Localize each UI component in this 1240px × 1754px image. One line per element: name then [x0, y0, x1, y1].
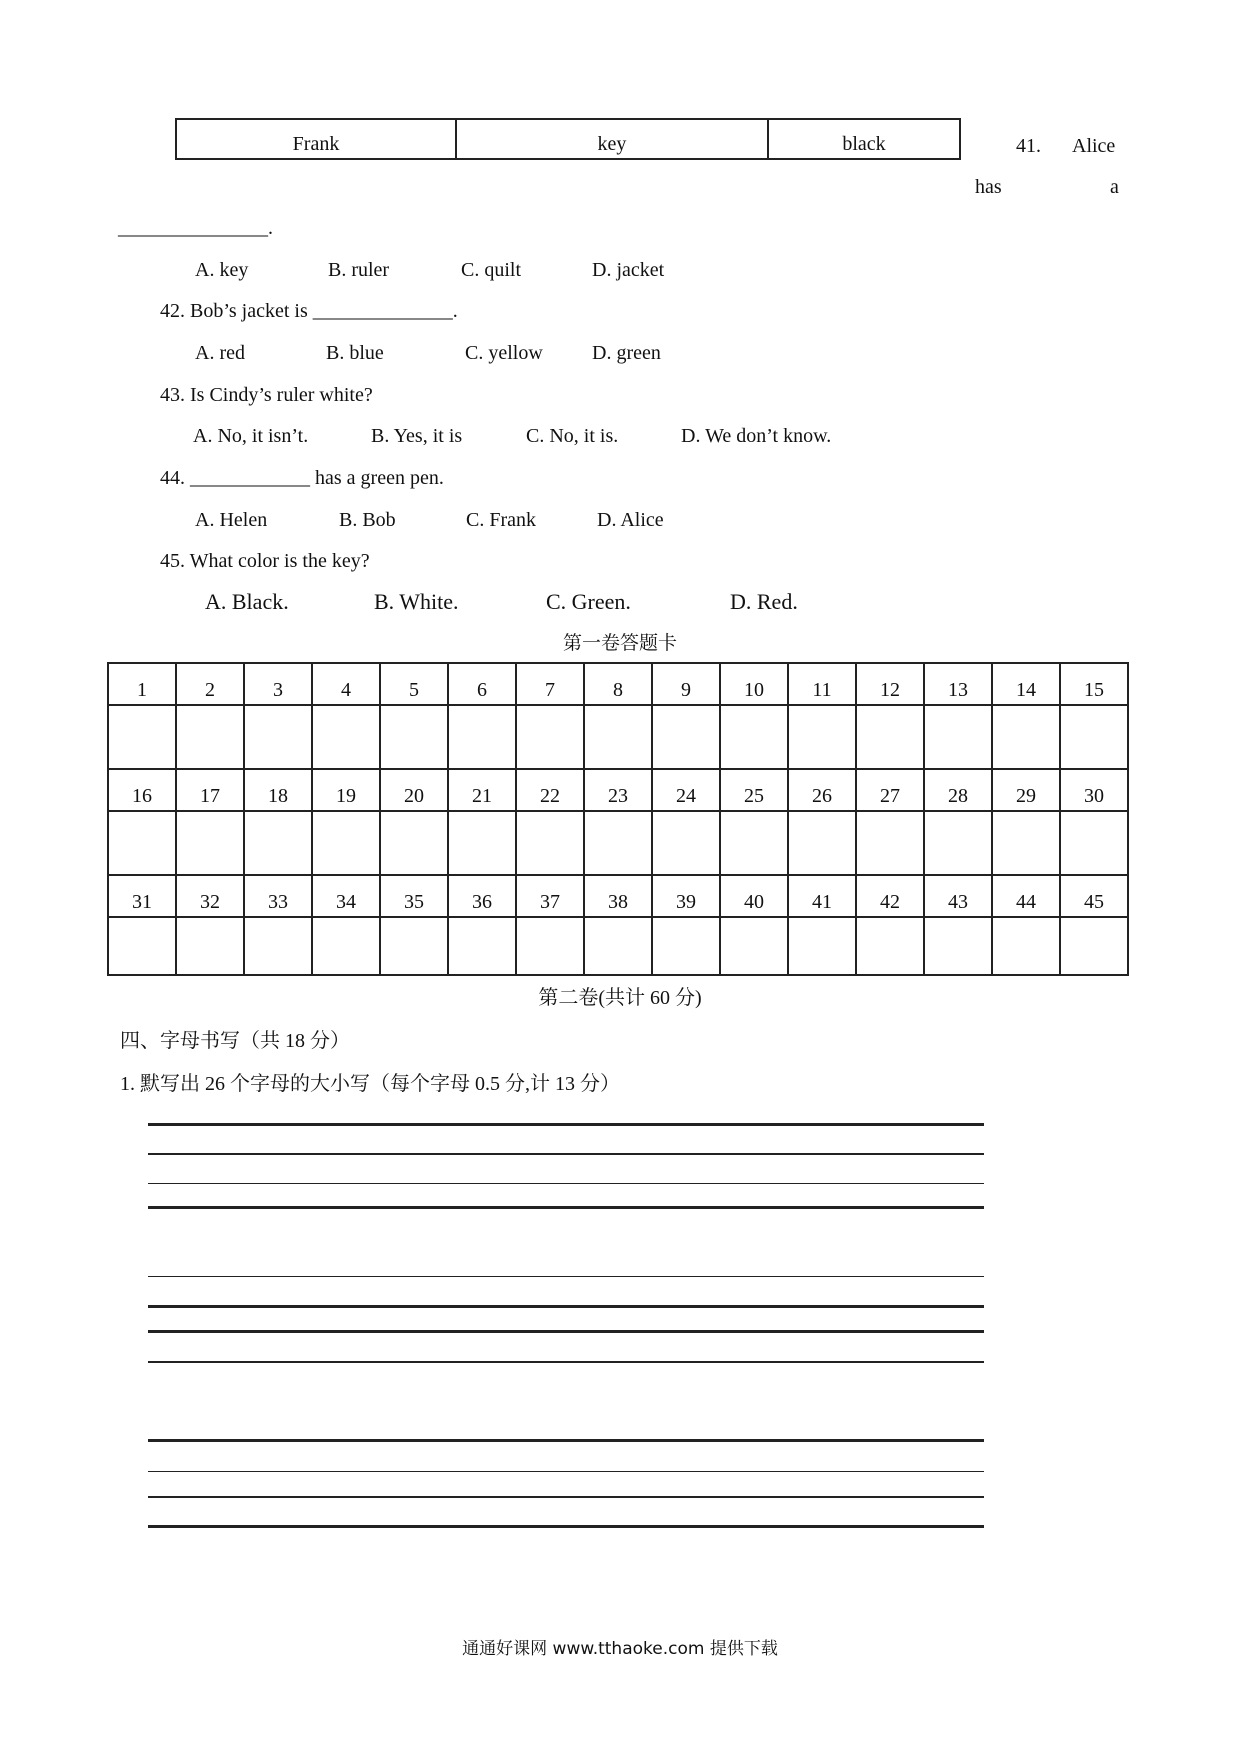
answer-number: 14	[992, 663, 1060, 705]
footer-text: 通通好课网 www.tthaoke.com 提供下载	[462, 1639, 778, 1659]
answer-number: 31	[108, 875, 176, 917]
writing-line[interactable]	[148, 1525, 984, 1528]
answer-number: 15	[1060, 663, 1128, 705]
info-name-cell: Frank	[176, 119, 456, 159]
q45-option-d: D. Red.	[730, 589, 798, 614]
answer-number: 36	[448, 875, 516, 917]
writing-line[interactable]	[148, 1305, 984, 1308]
part2-title: 第二卷(共计 60 分)	[538, 987, 702, 1009]
writing-line[interactable]	[148, 1496, 984, 1498]
answer-row-numbers	[108, 663, 1128, 705]
answer-blank-cell[interactable]	[108, 917, 176, 975]
q41-word-alice: Alice	[1072, 135, 1116, 157]
writing-line[interactable]	[148, 1183, 984, 1184]
q41-number: 41.	[1016, 135, 1041, 157]
answer-number: 43	[924, 875, 992, 917]
answer-number: 9	[652, 663, 720, 705]
answer-blank-cell[interactable]	[992, 917, 1060, 975]
answer-number: 19	[312, 769, 380, 811]
answer-blank-cell[interactable]	[788, 705, 856, 769]
answer-blank-cell[interactable]	[448, 705, 516, 769]
answer-blank-cell[interactable]	[516, 917, 584, 975]
answer-number: 22	[516, 769, 584, 811]
answer-blank-cell[interactable]	[856, 917, 924, 975]
q45-option-b: B. White.	[374, 589, 459, 614]
answer-number: 34	[312, 875, 380, 917]
answer-blank-cell[interactable]	[584, 705, 652, 769]
answer-number: 28	[924, 769, 992, 811]
q42-option-c: C. yellow	[465, 342, 543, 364]
q43-stem: 43. Is Cindy’s ruler white?	[160, 384, 373, 406]
q44-option-a: A. Helen	[195, 509, 268, 531]
answer-blank-cell[interactable]	[244, 811, 312, 875]
answer-blank-cell[interactable]	[1060, 811, 1128, 875]
writing-line[interactable]	[148, 1330, 984, 1333]
answer-number: 42	[856, 875, 924, 917]
answer-blank-cell[interactable]	[856, 811, 924, 875]
answer-number: 17	[176, 769, 244, 811]
writing-line[interactable]	[148, 1206, 984, 1209]
answer-number: 23	[584, 769, 652, 811]
answer-blank-cell[interactable]	[380, 705, 448, 769]
answer-number: 12	[856, 663, 924, 705]
info-item-cell: key	[456, 119, 768, 159]
answer-number: 18	[244, 769, 312, 811]
answer-number: 29	[992, 769, 1060, 811]
answer-blank-cell[interactable]	[516, 811, 584, 875]
answer-blank-cell[interactable]	[244, 917, 312, 975]
answer-number: 32	[176, 875, 244, 917]
q41-option-d: D. jacket	[592, 259, 665, 281]
answer-number: 37	[516, 875, 584, 917]
q44-option-c: C. Frank	[466, 509, 536, 531]
answer-row-blanks	[108, 705, 1128, 769]
answer-blank-cell[interactable]	[244, 705, 312, 769]
answer-blank-cell[interactable]	[924, 917, 992, 975]
q42-option-b: B. blue	[326, 342, 384, 364]
answer-blank-cell[interactable]	[1060, 917, 1128, 975]
answer-blank-cell[interactable]	[720, 811, 788, 875]
q43-option-b: B. Yes, it is	[371, 425, 463, 447]
answer-blank-cell[interactable]	[856, 705, 924, 769]
answer-row-blanks	[108, 917, 1128, 975]
answer-blank-cell[interactable]	[992, 811, 1060, 875]
answer-blank-cell[interactable]	[108, 705, 176, 769]
answer-blank-cell[interactable]	[448, 811, 516, 875]
answer-blank-cell[interactable]	[312, 705, 380, 769]
answer-number: 27	[856, 769, 924, 811]
section4-heading: 四、字母书写（共 18 分）	[120, 1030, 350, 1052]
section4-item1: 1. 默写出 26 个字母的大小写（每个字母 0.5 分,计 13 分）	[120, 1073, 620, 1095]
answer-blank-cell[interactable]	[652, 917, 720, 975]
writing-line[interactable]	[148, 1471, 984, 1472]
answer-number: 20	[380, 769, 448, 811]
answer-number: 41	[788, 875, 856, 917]
answer-number: 38	[584, 875, 652, 917]
info-table-row	[176, 119, 960, 159]
answer-blank-cell[interactable]	[924, 811, 992, 875]
answer-number: 25	[720, 769, 788, 811]
answer-number: 16	[108, 769, 176, 811]
answer-row-numbers	[108, 769, 1128, 811]
q41-option-b: B. ruler	[328, 259, 390, 281]
q41-blank: _______________.	[118, 217, 273, 239]
answer-card-title: 第一卷答题卡	[562, 633, 677, 654]
answer-number: 39	[652, 875, 720, 917]
answer-number: 26	[788, 769, 856, 811]
info-color-cell: black	[768, 119, 960, 159]
q41-option-a: A. key	[195, 259, 249, 281]
q41-option-c: C. quilt	[461, 259, 522, 281]
answer-number: 44	[992, 875, 1060, 917]
answer-number: 24	[652, 769, 720, 811]
q44-option-b: B. Bob	[339, 509, 396, 531]
answer-blank-cell[interactable]	[380, 917, 448, 975]
answer-blank-cell[interactable]	[720, 705, 788, 769]
answer-blank-cell[interactable]	[176, 917, 244, 975]
answer-blank-cell[interactable]	[448, 917, 516, 975]
answer-blank-cell[interactable]	[312, 811, 380, 875]
q42-option-a: A. red	[195, 342, 245, 364]
answer-number: 6	[448, 663, 516, 705]
answer-blank-cell[interactable]	[176, 811, 244, 875]
writing-line[interactable]	[148, 1153, 984, 1155]
answer-number: 33	[244, 875, 312, 917]
writing-line[interactable]	[148, 1276, 984, 1277]
q42-option-d: D. green	[592, 342, 661, 364]
answer-blank-cell[interactable]	[924, 705, 992, 769]
answer-number: 2	[176, 663, 244, 705]
answer-number: 10	[720, 663, 788, 705]
answer-blank-cell[interactable]	[992, 705, 1060, 769]
answer-blank-cell[interactable]	[108, 811, 176, 875]
q41-word-a: a	[1110, 176, 1119, 198]
answer-number: 5	[380, 663, 448, 705]
answer-blank-cell[interactable]	[380, 811, 448, 875]
answer-number: 1	[108, 663, 176, 705]
answer-blank-cell[interactable]	[312, 917, 380, 975]
answer-row-numbers	[108, 875, 1128, 917]
answer-card-grid	[107, 662, 1129, 976]
q43-option-a: A. No, it isn’t.	[193, 425, 309, 447]
answer-blank-cell[interactable]	[652, 811, 720, 875]
answer-number: 4	[312, 663, 380, 705]
q45-option-c: C. Green.	[546, 589, 631, 614]
answer-blank-cell[interactable]	[584, 811, 652, 875]
q41-word-has: has	[975, 176, 1002, 198]
q43-option-d: D. We don’t know.	[681, 425, 832, 447]
answer-number: 35	[380, 875, 448, 917]
answer-blank-cell[interactable]	[788, 917, 856, 975]
answer-blank-cell[interactable]	[1060, 705, 1128, 769]
answer-number: 30	[1060, 769, 1128, 811]
answer-blank-cell[interactable]	[516, 705, 584, 769]
q44-option-d: D. Alice	[597, 509, 664, 531]
answer-number: 40	[720, 875, 788, 917]
answer-number: 3	[244, 663, 312, 705]
q45-stem: 45. What color is the key?	[160, 550, 370, 572]
answer-row-blanks	[108, 811, 1128, 875]
q42-stem: 42. Bob’s jacket is ______________.	[160, 300, 458, 322]
answer-number: 7	[516, 663, 584, 705]
q45-option-a: A. Black.	[205, 589, 289, 614]
answer-blank-cell[interactable]	[584, 917, 652, 975]
answer-blank-cell[interactable]	[652, 705, 720, 769]
writing-line[interactable]	[148, 1439, 984, 1442]
writing-line[interactable]	[148, 1361, 984, 1363]
answer-number: 21	[448, 769, 516, 811]
answer-blank-cell[interactable]	[176, 705, 244, 769]
answer-number: 13	[924, 663, 992, 705]
writing-line[interactable]	[148, 1123, 984, 1126]
answer-blank-cell[interactable]	[720, 917, 788, 975]
answer-blank-cell[interactable]	[788, 811, 856, 875]
q43-option-c: C. No, it is.	[526, 425, 619, 447]
q44-stem: 44. ____________ has a green pen.	[160, 467, 444, 489]
answer-number: 8	[584, 663, 652, 705]
answer-number: 11	[788, 663, 856, 705]
answer-number: 45	[1060, 875, 1128, 917]
info-table	[175, 118, 961, 160]
